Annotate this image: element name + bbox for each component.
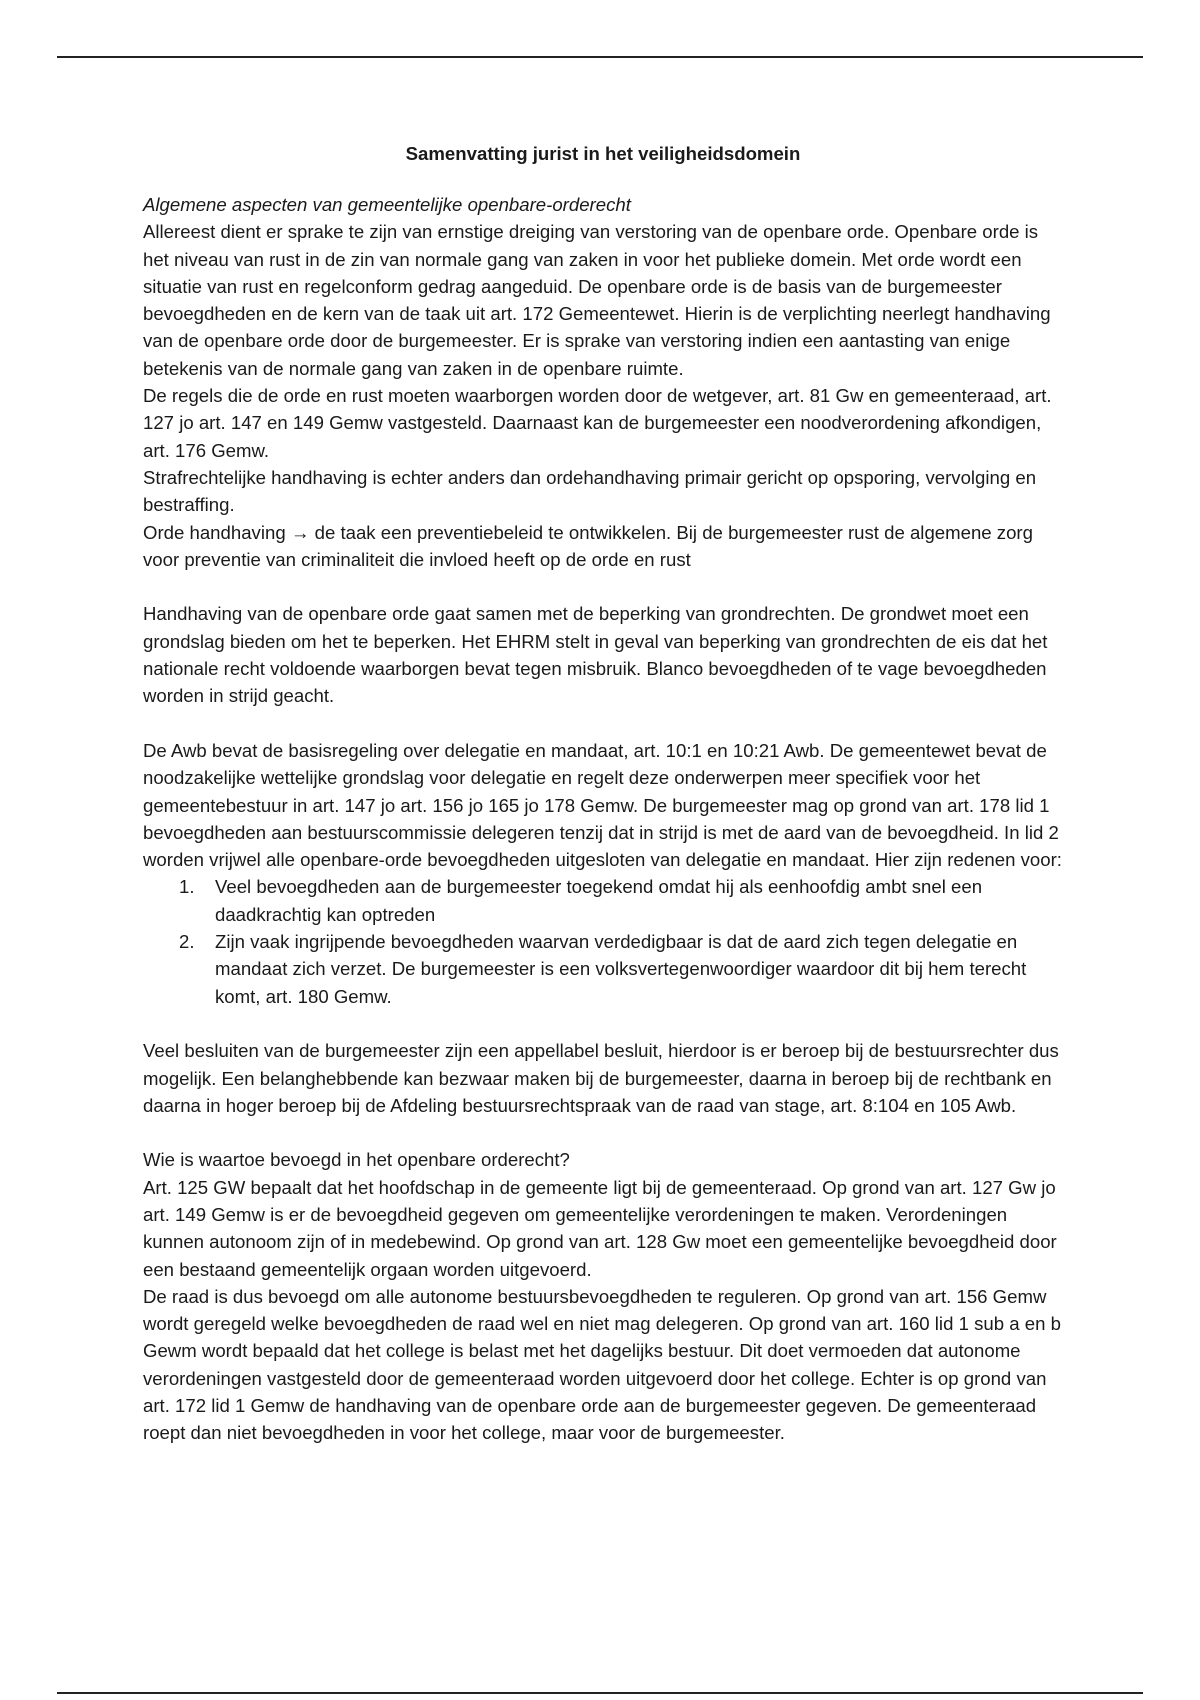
list-item (179, 928, 1063, 1010)
section-heading-general-aspects: Algemene aspecten van gemeentelijke openbare-orderecht (143, 194, 631, 215)
document-title: Samenvatting jurist in het veiligheidsdomein (405, 143, 801, 164)
reasons-list (143, 873, 1063, 1009)
list-item (179, 873, 1063, 928)
top-rule (57, 56, 1143, 58)
paragraph-raad-bevoegd: De raad is dus bevoegd om alle autonome bestuursbevoegdheden te reguleren. Op grond van art. 156 Gemw wordt geregeld welke bevoegdheden de raad wel en niet mag delegeren. Op grond van art. 160 lid 1 sub a en b Gewm wordt bepaald dat het college is belast met het dagelijks bestuur. Dit doet vermoeden dat autonome verordeningen vastgesteld door de gemeenteraad worden uitgevoerd door het college. Echter is op grond van art. 172 lid 1 Gemw de handhaving van de openbare orde aan de burgemeester gegeven. De gemeenteraad roept dan niet bevoegdheden in voor het college, maar voor de burgemeester. (143, 1285, 1061, 1444)
paragraph-spacer (143, 710, 1063, 737)
paragraph-beroep: Veel besluiten van de burgemeester zijn een appellabel besluit, hierdoor is er beroep bij de bestuursrechter dus mogelijk. Een belanghebbende kan bezwaar maken bij de burgemeester, daarna in beroep bij de rechtbank en daarna in hoger beroep bij de Afdeling bestuursrechtspraak van de raad van stage, art. 8:104 en 105 Awb. (143, 1040, 1059, 1116)
list-item-text: Veel bevoegdheden aan de burgemeester toegekend omdat hij als eenhoofdig ambt snel een daadkrachtig kan optreden (215, 876, 983, 925)
list-item-text: Zijn vaak ingrijpende bevoegdheden waarvan verdedigbaar is dat de aard zich tegen delegatie en mandaat zich verzet. De burgemeester is een volksvertegenwoordiger waardoor dit bij hem terecht komt, art. 180 Gemw. (215, 931, 1027, 1007)
paragraph-spacer (143, 1119, 1063, 1146)
paragraph-openbare-orde: Allereest dient er sprake te zijn van ernstige dreiging van verstoring van de openbare orde. Openbare orde is het niveau van rust in de zin van normale gang van zaken in voor het publieke domein. Met orde wordt een situatie van rust en regelconform gedrag aangeduid. De openbare orde is de basis van de burgemeester bevoegdheden en de kern van de taak uit art. 172 Gemeentewet. Hierin is de verplichting neerlegt handhaving van de openbare orde door de burgemeester. Er is sprake van verstoring indien een aantasting van enige betekenis van de normale gang van zaken in de openbare ruimte. (143, 221, 1051, 379)
list-item-number: 2. (179, 931, 195, 953)
paragraph-delegatie-mandaat: De Awb bevat de basisregeling over delegatie en mandaat, art. 10:1 en 10:21 Awb. De gemeentewet bevat de noodzakelijke wettelijke grondslag voor delegatie en regelt deze onderwerpen meer specifiek voor het gemeentebestuur in art. 147 jo art. 156 jo 165 jo 178 Gemw. De burgemeester mag op grond van art. 178 lid 1 bevoegdheden aan bestuurscommissie delegeren tenzij dat in strijd is met de aard van de bevoegdheid. In lid 2 worden vrijwel alle openbare-orde bevoegdheden uitgesloten van delegatie en mandaat. Hier zijn redenen voor: (143, 739, 1062, 871)
orde-handhaving-label: Orde handhaving (143, 521, 286, 543)
paragraph-spacer (143, 1010, 1063, 1037)
paragraph-hoofdschap: Art. 125 GW bepaalt dat het hoofdschap in de gemeente ligt bij de gemeenteraad. Op grond van art. 127 Gw jo art. 149 Gemw is er de bevoegdheid gegeven om gemeentelijke verordeningen te maken. Verordeningen kunnen autonoom zijn of in medebewind. Op grond van art. 128 Gw moet een gemeentelijke bevoegdheid door een bestaand gemeentelijk orgaan worden uitgevoerd. (143, 1176, 1057, 1280)
orde-handhaving-text: de taak een preventiebeleid te ontwikkelen. Bij de burgemeester rust de algemene zorg voor preventie van criminaliteit die invloed heeft op de orde en rust (143, 521, 1033, 570)
section-heading-bevoegdheid: Wie is waartoe bevoegd in het openbare orderecht? (143, 1149, 570, 1171)
document-page (143, 140, 1063, 1447)
arrow-right-icon: → (290, 521, 310, 543)
paragraph-regels: De regels die de orde en rust moeten waarborgen worden door de wetgever, art. 81 Gw en gemeenteraad, art. 127 jo art. 147 en 149 Gemw vastgesteld. Daarnaast kan de burgemeester een noodverordening afkondigen, art. 176 Gemw. (143, 385, 1052, 461)
paragraph-strafrechtelijke-handhaving: Strafrechtelijke handhaving is echter anders dan ordehandhaving primair gericht op opsporing, vervolging en bestraffing. (143, 466, 1037, 516)
paragraph-orde-handhaving (143, 519, 1063, 574)
paragraph-grondrechten: Handhaving van de openbare orde gaat samen met de beperking van grondrechten. De grondwet moet een grondslag bieden om het te beperken. Het EHRM stelt in geval van beperking van grondrechten de eis dat het nationale recht voldoende waarborgen bevat tegen misbruik. Blanco bevoegdheden of te vage bevoegdheden worden in strijd geacht. (143, 603, 1048, 707)
bottom-rule (57, 1692, 1143, 1694)
list-item-number: 1. (179, 876, 195, 898)
paragraph-spacer (143, 573, 1063, 600)
